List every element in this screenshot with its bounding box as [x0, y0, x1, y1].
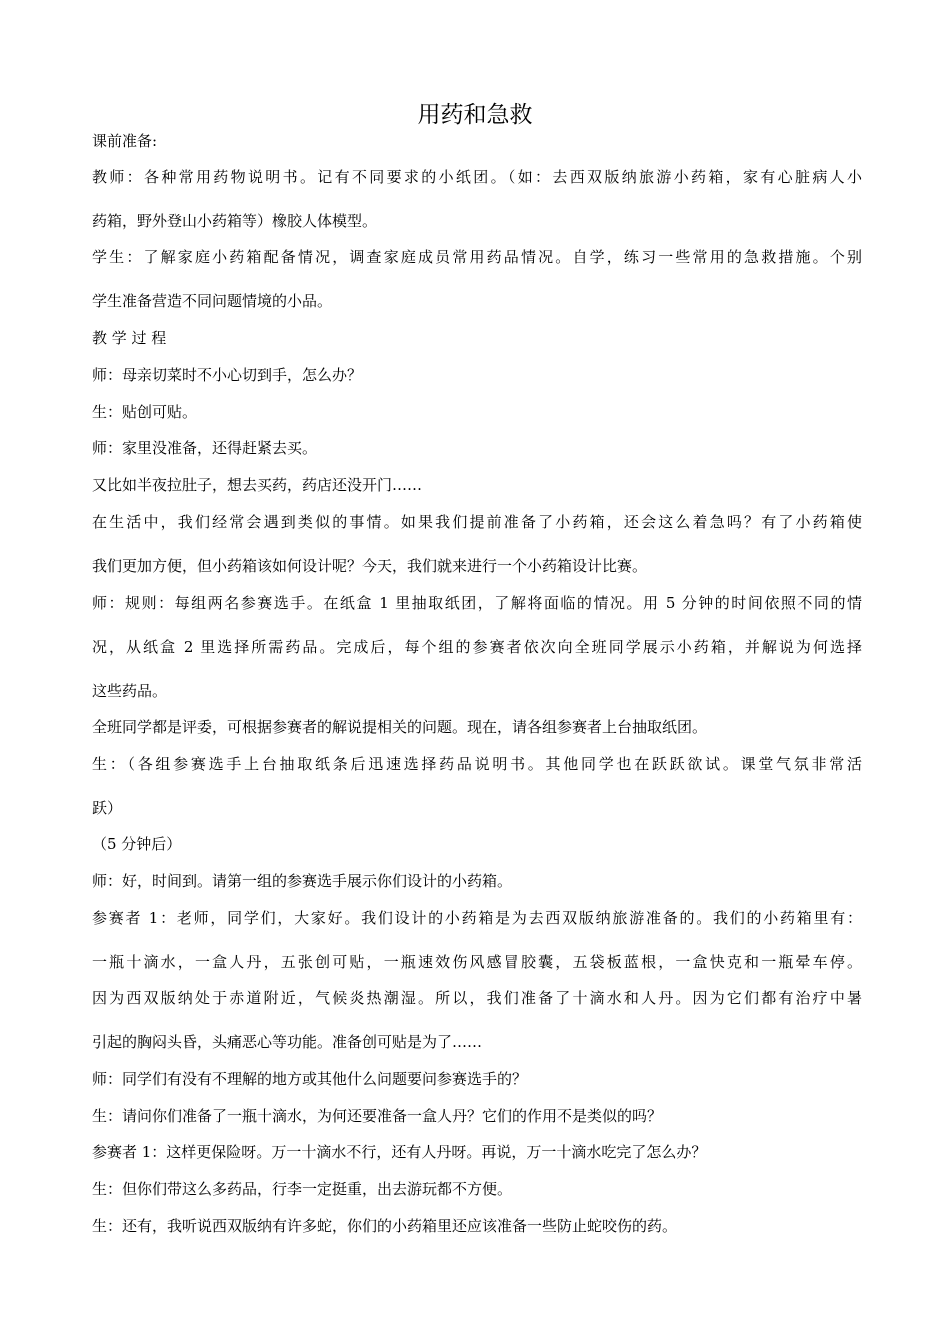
- text-line: 师：同学们有没有不理解的地方或其他什么问题要问参赛选手的？: [92, 1070, 528, 1088]
- text-line: 参赛者 1：老师，同学们，大家好。我们设计的小药箱是为去西双版纳旅游准备的。我们的小药箱里有：: [92, 909, 862, 927]
- section-heading-preparation: 课前准备:: [92, 132, 158, 150]
- text-line: 跃）: [92, 799, 123, 817]
- text-line: 师：母亲切菜时不小心切到手，怎么办？: [92, 366, 363, 384]
- text-line: 又比如半夜拉肚子，想去买药，药店还没开门……: [92, 476, 423, 494]
- text-line: 师：好，时间到。请第一组的参赛选手展示你们设计的小药箱。: [92, 872, 513, 890]
- text-line: 生：贴创可贴。: [92, 403, 198, 421]
- document-title: 用药和急救: [417, 102, 533, 128]
- text-line: 生：（各组参赛选手上台抽取纸条后迅速选择药品说明书。其他同学也在跃跃欲试。课堂气氛非常活: [92, 755, 862, 773]
- text-line: （5 分钟后）: [92, 835, 182, 853]
- text-line: 生：请问你们准备了一瓶十滴水，为何还要准备一盒人丹？它们的作用不是类似的吗？: [92, 1107, 663, 1125]
- text-line: 一瓶十滴水，一盒人丹，五张创可贴，一瓶速效伤风感冒胶囊，五袋板蓝根，一盒快克和一瓶晕车停。: [92, 953, 862, 971]
- text-line: 师：家里没准备，还得赶紧去买。: [92, 439, 318, 457]
- text-line: 药箱，野外登山小药箱等）橡胶人体模型。: [92, 212, 378, 230]
- text-line: 参赛者 1：这样更保险呀。万一十滴水不行，还有人丹呀。再说，万一十滴水吃完了怎么办？: [92, 1143, 707, 1161]
- text-line: 生：还有，我听说西双版纳有许多蛇，你们的小药箱里还应该准备一些防止蛇咬伤的药。: [92, 1217, 678, 1235]
- text-line: 在生活中，我们经常会遇到类似的事情。如果我们提前准备了小药箱，还会这么着急吗？有了小药箱使: [92, 513, 862, 531]
- text-line: 因为西双版纳处于赤道附近，气候炎热潮湿。所以，我们准备了十滴水和人丹。因为它们都有治疗中暑: [92, 989, 862, 1007]
- text-line: 师：规则：每组两名参赛选手。在纸盒 1 里抽取纸团，了解将面临的情况。用 5 分钟的时间依照不同的情: [92, 594, 862, 612]
- text-line: 况，从纸盒 2 里选择所需药品。完成后，每个组的参赛者依次向全班同学展示小药箱，并解说为何选择: [92, 638, 862, 656]
- text-line: 学生准备营造不同问题情境的小品。: [92, 292, 333, 310]
- text-line: 生：但你们带这么多药品，行李一定挺重，出去游玩都不方便。: [92, 1180, 513, 1198]
- text-line: 这些药品。: [92, 682, 168, 700]
- section-heading-process: 教 学 过 程: [92, 329, 167, 347]
- text-line: 我们更加方便，但小药箱该如何设计呢？今天，我们就来进行一个小药箱设计比赛。: [92, 557, 648, 575]
- text-line: 教师：各种常用药物说明书。记有不同要求的小纸团。（如：去西双版纳旅游小药箱，家有心脏病人小: [92, 168, 862, 186]
- text-line: 全班同学都是评委，可根据参赛者的解说提相关的问题。现在，请各组参赛者上台抽取纸团。: [92, 718, 708, 736]
- text-line: 学生：了解家庭小药箱配备情况，调查家庭成员常用药品情况。自学，练习一些常用的急救措施。个别: [92, 248, 862, 266]
- text-line: 引起的胸闷头昏，头痛恶心等功能。准备创可贴是为了……: [92, 1033, 483, 1051]
